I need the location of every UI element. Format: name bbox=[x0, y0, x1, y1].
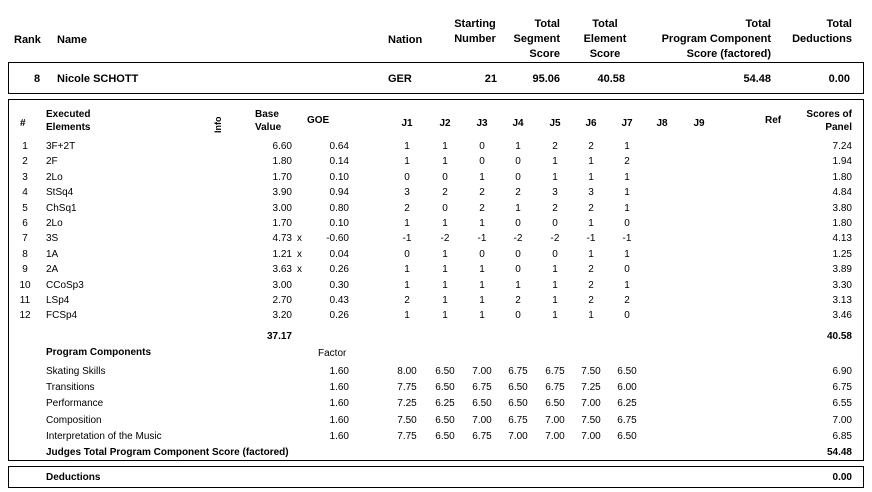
col-goe-label: GOE bbox=[307, 115, 330, 126]
col-judge-8-label: J8 bbox=[656, 118, 668, 129]
component-judge-1-score: 7.75 bbox=[397, 431, 417, 442]
element-num: 11 bbox=[19, 295, 31, 306]
element-panel-score: 3.13 bbox=[832, 295, 852, 306]
component-judge-1-score: 8.00 bbox=[397, 366, 417, 377]
element-goe: 0.30 bbox=[329, 280, 349, 291]
element-judge-1-score: 2 bbox=[404, 295, 410, 306]
element-judge-1-score: 1 bbox=[404, 310, 410, 321]
element-name: 2Lo bbox=[46, 172, 63, 183]
element-judge-6-score: 1 bbox=[588, 310, 594, 321]
component-panel-score: 6.85 bbox=[832, 431, 852, 442]
element-panel-score: 3.89 bbox=[832, 264, 852, 275]
component-judge-4-score: 6.75 bbox=[508, 415, 528, 426]
element-num: 9 bbox=[22, 264, 28, 275]
element-judge-1-score: 0 bbox=[404, 172, 410, 183]
element-judge-3-score: 0 bbox=[479, 249, 485, 260]
component-judge-7-score: 6.75 bbox=[617, 415, 637, 426]
element-num: 12 bbox=[19, 310, 31, 321]
element-base-value: 3.90 bbox=[272, 187, 292, 198]
element-judge-6-score: 2 bbox=[588, 264, 594, 275]
col-judge-7-label: J7 bbox=[621, 118, 633, 129]
col-judge-6-label: J6 bbox=[585, 118, 597, 129]
component-judge-5-score: 7.00 bbox=[545, 415, 565, 426]
component-judge-6-score: 7.25 bbox=[581, 382, 601, 393]
component-judge-6-score: 7.50 bbox=[581, 415, 601, 426]
element-num: 10 bbox=[19, 280, 31, 291]
element-panel-score: 1.80 bbox=[832, 218, 852, 229]
element-num: 1 bbox=[22, 141, 28, 152]
element-judge-1-score: 1 bbox=[404, 156, 410, 167]
total-pcs-label: Total Program Component Score (factored) bbox=[661, 18, 771, 60]
elements-score-total: 40.58 bbox=[826, 331, 852, 342]
element-judge-4-score: 1 bbox=[515, 280, 521, 291]
element-judge-3-score: 0 bbox=[479, 156, 485, 167]
total-pcs-score: 54.48 bbox=[743, 73, 771, 85]
element-judge-7-score: 1 bbox=[624, 280, 630, 291]
element-base-value: 4.73 bbox=[272, 233, 292, 244]
element-judge-2-score: 1 bbox=[442, 280, 448, 291]
element-judge-2-score: 1 bbox=[442, 249, 448, 260]
col-judge-5-label: J5 bbox=[549, 118, 561, 129]
element-judge-3-score: 1 bbox=[479, 218, 485, 229]
element-judge-1-score: -1 bbox=[402, 233, 412, 244]
element-judge-2-score: 1 bbox=[442, 310, 448, 321]
component-judge-1-score: 7.75 bbox=[397, 382, 417, 393]
element-num: 5 bbox=[22, 203, 28, 214]
element-judge-2-score: -2 bbox=[440, 233, 450, 244]
element-judge-5-score: 1 bbox=[552, 310, 558, 321]
component-judge-4-score: 6.75 bbox=[508, 366, 528, 377]
element-judge-5-score: 3 bbox=[552, 187, 558, 198]
element-name: StSq4 bbox=[46, 187, 74, 198]
total-element-score: 40.58 bbox=[597, 73, 625, 85]
col-scores-label: Scores of Panel bbox=[806, 109, 852, 133]
element-panel-score: 4.84 bbox=[832, 187, 852, 198]
component-factor: 1.60 bbox=[329, 398, 349, 409]
element-judge-4-score: 1 bbox=[515, 141, 521, 152]
component-name: Performance bbox=[46, 398, 104, 409]
col-judge-2-label: J2 bbox=[439, 118, 451, 129]
element-goe: 0.04 bbox=[329, 249, 349, 260]
element-base-value: 2.70 bbox=[272, 295, 292, 306]
element-judge-6-score: 1 bbox=[588, 172, 594, 183]
component-judge-3-score: 7.00 bbox=[472, 415, 492, 426]
component-factor: 1.60 bbox=[329, 415, 349, 426]
element-goe: -0.60 bbox=[326, 233, 349, 244]
total-element-label: Total Element Score bbox=[583, 18, 627, 60]
element-name: LSp4 bbox=[46, 295, 70, 306]
element-panel-score: 3.46 bbox=[832, 310, 852, 321]
element-num: 7 bbox=[22, 233, 28, 244]
element-base-value: 3.20 bbox=[272, 310, 292, 321]
element-num: 4 bbox=[22, 187, 28, 198]
element-judge-1-score: 3 bbox=[404, 187, 410, 198]
component-judge-5-score: 6.75 bbox=[545, 366, 565, 377]
rank-label: Rank bbox=[14, 34, 41, 46]
element-base-value: 3.00 bbox=[272, 203, 292, 214]
element-judge-5-score: 0 bbox=[552, 218, 558, 229]
element-name: 3F+2T bbox=[46, 141, 76, 152]
element-judge-2-score: 2 bbox=[442, 187, 448, 198]
element-judge-4-score: 0 bbox=[515, 172, 521, 183]
total-segment-score: 95.06 bbox=[532, 73, 560, 85]
component-judge-1-score: 7.50 bbox=[397, 415, 417, 426]
base-value-total: 37.17 bbox=[266, 331, 292, 342]
element-goe: 0.80 bbox=[329, 203, 349, 214]
element-judge-5-score: 2 bbox=[552, 141, 558, 152]
element-base-value: 3.63 bbox=[272, 264, 292, 275]
element-judge-4-score: 1 bbox=[515, 203, 521, 214]
judges-total-score: 54.48 bbox=[826, 447, 852, 458]
element-judge-2-score: 0 bbox=[442, 203, 448, 214]
col-executed-label: Executed Elements bbox=[46, 109, 91, 133]
element-goe: 0.26 bbox=[329, 264, 349, 275]
component-panel-score: 6.55 bbox=[832, 398, 852, 409]
element-judge-7-score: 0 bbox=[624, 310, 630, 321]
col-judge-1-label: J1 bbox=[401, 118, 413, 129]
col-judge-3-label: J3 bbox=[476, 118, 488, 129]
element-base-value: 6.60 bbox=[272, 141, 292, 152]
element-judge-3-score: 1 bbox=[479, 264, 485, 275]
element-judge-5-score: 1 bbox=[552, 280, 558, 291]
element-judge-7-score: -1 bbox=[622, 233, 632, 244]
name-label: Name bbox=[57, 34, 87, 46]
deductions-label: Deductions bbox=[46, 472, 101, 483]
nation-label: Nation bbox=[388, 34, 423, 46]
element-base-value: 1.80 bbox=[272, 156, 292, 167]
element-judge-1-score: 0 bbox=[404, 249, 410, 260]
element-goe: 0.94 bbox=[329, 187, 349, 198]
element-judge-4-score: -2 bbox=[513, 233, 523, 244]
component-name: Transitions bbox=[46, 382, 95, 393]
element-panel-score: 3.30 bbox=[832, 280, 852, 291]
element-judge-4-score: 0 bbox=[515, 156, 521, 167]
element-name: ChSq1 bbox=[46, 203, 77, 214]
element-panel-score: 1.25 bbox=[832, 249, 852, 260]
element-judge-5-score: 2 bbox=[552, 203, 558, 214]
element-judge-3-score: 2 bbox=[479, 203, 485, 214]
element-name: 1A bbox=[46, 249, 59, 260]
element-goe: 0.26 bbox=[329, 310, 349, 321]
element-judge-3-score: 2 bbox=[479, 187, 485, 198]
element-judge-7-score: 2 bbox=[624, 156, 630, 167]
element-num: 6 bbox=[22, 218, 28, 229]
element-goe: 0.14 bbox=[329, 156, 349, 167]
deductions-box bbox=[8, 466, 864, 488]
element-base-value: 1.21 bbox=[272, 249, 292, 260]
component-panel-score: 6.90 bbox=[832, 366, 852, 377]
component-judge-4-score: 6.50 bbox=[508, 398, 528, 409]
element-bonus-mark: x bbox=[297, 264, 302, 275]
component-panel-score: 6.75 bbox=[832, 382, 852, 393]
element-num: 2 bbox=[22, 156, 28, 167]
element-judge-7-score: 0 bbox=[624, 264, 630, 275]
element-base-value: 3.00 bbox=[272, 280, 292, 291]
component-factor: 1.60 bbox=[329, 366, 349, 377]
element-judge-1-score: 1 bbox=[404, 141, 410, 152]
element-judge-6-score: 1 bbox=[588, 156, 594, 167]
component-judge-4-score: 6.50 bbox=[508, 382, 528, 393]
component-name: Interpretation of the Music bbox=[46, 431, 162, 442]
element-judge-4-score: 0 bbox=[515, 249, 521, 260]
element-judge-2-score: 1 bbox=[442, 264, 448, 275]
element-judge-1-score: 1 bbox=[404, 264, 410, 275]
element-judge-5-score: 0 bbox=[552, 249, 558, 260]
factor-label: Factor bbox=[318, 348, 347, 359]
element-judge-4-score: 0 bbox=[515, 218, 521, 229]
component-judge-2-score: 6.50 bbox=[435, 415, 455, 426]
element-name: 2F bbox=[46, 156, 58, 167]
starting-number-label: Starting Number bbox=[454, 18, 496, 45]
component-judge-5-score: 7.00 bbox=[545, 431, 565, 442]
col-num-label: # bbox=[20, 118, 26, 129]
element-judge-7-score: 1 bbox=[624, 203, 630, 214]
skater-rank: 8 bbox=[34, 73, 41, 85]
component-judge-6-score: 7.50 bbox=[581, 366, 601, 377]
element-judge-5-score: 1 bbox=[552, 172, 558, 183]
element-judge-6-score: 2 bbox=[588, 295, 594, 306]
element-judge-7-score: 2 bbox=[624, 295, 630, 306]
element-judge-6-score: -1 bbox=[586, 233, 596, 244]
element-judge-4-score: 2 bbox=[515, 295, 521, 306]
element-judge-2-score: 1 bbox=[442, 156, 448, 167]
element-bonus-mark: x bbox=[297, 233, 302, 244]
skater-name: Nicole SCHOTT bbox=[57, 73, 139, 85]
col-info-label: Info bbox=[213, 116, 223, 133]
element-base-value: 1.70 bbox=[272, 218, 292, 229]
element-panel-score: 7.24 bbox=[832, 141, 852, 152]
component-judge-6-score: 7.00 bbox=[581, 431, 601, 442]
element-judge-6-score: 1 bbox=[588, 218, 594, 229]
element-judge-5-score: -2 bbox=[550, 233, 560, 244]
element-goe: 0.10 bbox=[329, 218, 349, 229]
component-judge-7-score: 6.50 bbox=[617, 366, 637, 377]
element-num: 8 bbox=[22, 249, 28, 260]
element-judge-6-score: 2 bbox=[588, 141, 594, 152]
element-judge-2-score: 1 bbox=[442, 218, 448, 229]
component-judge-7-score: 6.25 bbox=[617, 398, 637, 409]
element-judge-4-score: 2 bbox=[515, 187, 521, 198]
element-judge-6-score: 1 bbox=[588, 249, 594, 260]
element-panel-score: 1.80 bbox=[832, 172, 852, 183]
element-panel-score: 4.13 bbox=[832, 233, 852, 244]
component-judge-7-score: 6.00 bbox=[617, 382, 637, 393]
component-name: Skating Skills bbox=[46, 366, 106, 377]
element-judge-4-score: 0 bbox=[515, 310, 521, 321]
element-judge-3-score: -1 bbox=[477, 233, 487, 244]
element-judge-6-score: 3 bbox=[588, 187, 594, 198]
element-judge-2-score: 0 bbox=[442, 172, 448, 183]
program-components-label: Program Components bbox=[46, 347, 152, 358]
element-judge-3-score: 1 bbox=[479, 295, 485, 306]
component-judge-5-score: 6.50 bbox=[545, 398, 565, 409]
element-goe: 0.10 bbox=[329, 172, 349, 183]
component-judge-4-score: 7.00 bbox=[508, 431, 528, 442]
col-ref-label: Ref bbox=[765, 115, 782, 126]
element-judge-4-score: 0 bbox=[515, 264, 521, 275]
component-judge-2-score: 6.50 bbox=[435, 382, 455, 393]
col-judge-4-label: J4 bbox=[512, 118, 524, 129]
component-judge-6-score: 7.00 bbox=[581, 398, 601, 409]
total-deductions-score: 0.00 bbox=[828, 73, 850, 85]
element-name: 2A bbox=[46, 264, 59, 275]
component-judge-3-score: 6.75 bbox=[472, 382, 492, 393]
element-name: 3S bbox=[46, 233, 59, 244]
element-panel-score: 3.80 bbox=[832, 203, 852, 214]
col-judge-9-label: J9 bbox=[693, 118, 705, 129]
total-segment-label: Total Segment Score bbox=[513, 18, 560, 60]
component-judge-7-score: 6.50 bbox=[617, 431, 637, 442]
component-name: Composition bbox=[46, 415, 102, 426]
component-judge-3-score: 6.50 bbox=[472, 398, 492, 409]
element-judge-1-score: 1 bbox=[404, 218, 410, 229]
component-judge-5-score: 6.75 bbox=[545, 382, 565, 393]
element-judge-6-score: 2 bbox=[588, 203, 594, 214]
element-name: CCoSp3 bbox=[46, 280, 84, 291]
element-judge-3-score: 1 bbox=[479, 310, 485, 321]
element-num: 3 bbox=[22, 172, 28, 183]
element-judge-6-score: 2 bbox=[588, 280, 594, 291]
element-name: FCSp4 bbox=[46, 310, 78, 321]
element-judge-3-score: 1 bbox=[479, 280, 485, 291]
element-judge-1-score: 1 bbox=[404, 280, 410, 291]
element-judge-7-score: 1 bbox=[624, 141, 630, 152]
element-judge-7-score: 0 bbox=[624, 218, 630, 229]
col-base-value-label: Base Value bbox=[255, 109, 282, 133]
component-factor: 1.60 bbox=[329, 382, 349, 393]
component-judge-3-score: 6.75 bbox=[472, 431, 492, 442]
element-judge-5-score: 1 bbox=[552, 295, 558, 306]
element-judge-7-score: 1 bbox=[624, 187, 630, 198]
element-goe: 0.64 bbox=[329, 141, 349, 152]
deductions-value: 0.00 bbox=[832, 472, 852, 483]
component-panel-score: 7.00 bbox=[832, 415, 852, 426]
element-judge-3-score: 0 bbox=[479, 141, 485, 152]
starting-number: 21 bbox=[484, 73, 497, 85]
element-judge-5-score: 1 bbox=[552, 156, 558, 167]
total-deductions-label: Total Deductions bbox=[792, 18, 852, 45]
element-base-value: 1.70 bbox=[272, 172, 292, 183]
element-judge-7-score: 1 bbox=[624, 249, 630, 260]
component-judge-2-score: 6.50 bbox=[435, 431, 455, 442]
element-judge-3-score: 1 bbox=[479, 172, 485, 183]
component-factor: 1.60 bbox=[329, 431, 349, 442]
element-name: 2Lo bbox=[46, 218, 63, 229]
skater-nation: GER bbox=[388, 73, 412, 85]
element-judge-1-score: 2 bbox=[404, 203, 410, 214]
component-judge-1-score: 7.25 bbox=[397, 398, 417, 409]
element-judge-2-score: 1 bbox=[442, 141, 448, 152]
element-judge-2-score: 1 bbox=[442, 295, 448, 306]
summary-row-box bbox=[8, 62, 864, 94]
component-judge-2-score: 6.50 bbox=[435, 366, 455, 377]
judges-total-label: Judges Total Program Component Score (factored) bbox=[46, 447, 289, 458]
component-judge-2-score: 6.25 bbox=[435, 398, 455, 409]
element-panel-score: 1.94 bbox=[832, 156, 852, 167]
component-judge-3-score: 7.00 bbox=[472, 366, 492, 377]
element-goe: 0.43 bbox=[329, 295, 349, 306]
element-bonus-mark: x bbox=[297, 249, 302, 260]
element-judge-5-score: 1 bbox=[552, 264, 558, 275]
element-judge-7-score: 1 bbox=[624, 172, 630, 183]
